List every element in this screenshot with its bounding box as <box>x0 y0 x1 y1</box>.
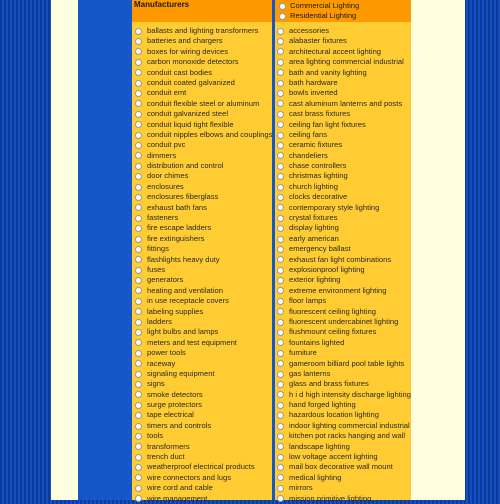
radio-button[interactable] <box>135 433 142 440</box>
lighting-category-item-label: bath and vanity lighting <box>289 67 367 77</box>
product-category-item[interactable] <box>135 47 272 57</box>
lighting-category-item[interactable] <box>277 307 411 317</box>
product-category-item[interactable] <box>135 442 272 452</box>
radio-button[interactable] <box>277 495 284 502</box>
product-category-item[interactable] <box>135 130 272 140</box>
radio-button[interactable] <box>135 350 142 357</box>
product-category-item[interactable] <box>135 348 272 358</box>
radio-button[interactable] <box>277 319 284 326</box>
radio-button[interactable] <box>135 329 142 336</box>
lighting-category-item[interactable] <box>277 88 411 98</box>
lighting-category-item[interactable] <box>277 359 411 369</box>
lighting-category-item[interactable] <box>277 431 411 441</box>
lighting-category-item-label: low voltage accent lighting <box>289 452 378 462</box>
product-category-item-label: door chimes <box>147 171 189 181</box>
lighting-type-header <box>275 0 411 22</box>
product-category-item[interactable] <box>135 213 272 223</box>
lighting-category-item-label: display lighting <box>289 223 339 233</box>
lighting-category-item[interactable] <box>277 47 411 57</box>
manufacturers-title: Manufacturers <box>134 0 190 9</box>
radio-button[interactable] <box>277 474 284 481</box>
product-category-item-label: batteries and chargers <box>147 36 223 46</box>
product-category-item[interactable] <box>135 379 272 389</box>
lighting-category-item-label: clocks decorative <box>289 192 348 202</box>
radio-button[interactable] <box>277 121 284 128</box>
product-category-item-label: ladders <box>147 316 172 326</box>
radio-button[interactable] <box>135 152 142 159</box>
radio-button[interactable] <box>277 287 284 294</box>
lighting-category-item-label: fountains lighted <box>289 337 345 347</box>
product-category-item-label: conduit galvanized steel <box>147 109 229 119</box>
radio-button[interactable] <box>277 80 284 87</box>
lighting-category-item-label: gameroom billiard pool table lights <box>289 358 405 368</box>
product-category-item[interactable] <box>135 88 272 98</box>
radio-button[interactable] <box>277 360 284 367</box>
radio-button[interactable] <box>277 204 284 211</box>
product-category-item[interactable] <box>135 296 272 306</box>
lighting-category-item[interactable] <box>277 130 411 140</box>
lighting-category-item[interactable] <box>277 286 411 296</box>
lighting-category-item-label: hazardous location lighting <box>289 410 379 420</box>
product-category-item[interactable] <box>135 192 272 202</box>
lighting-category-item-label: exterior lighting <box>289 275 341 285</box>
residential-lighting-option[interactable] <box>279 11 356 21</box>
radio-button[interactable] <box>277 215 284 222</box>
product-category-item-label: boxes for wiring devices <box>147 46 229 56</box>
radio-button[interactable] <box>135 319 142 326</box>
radio-button[interactable] <box>277 371 284 378</box>
product-category-item[interactable] <box>135 140 272 150</box>
lighting-category-item-label: mission primitive lighting <box>289 493 372 503</box>
lighting-category-item-label: area lighting commercial industrial <box>289 57 404 67</box>
product-category-item[interactable] <box>135 494 272 504</box>
product-category-item[interactable] <box>135 286 272 296</box>
product-category-item-label: enclosures <box>147 181 184 191</box>
product-category-item-label: fasteners <box>147 213 179 223</box>
lighting-category-item[interactable] <box>277 68 411 78</box>
radio-button[interactable] <box>277 329 284 336</box>
radio-button[interactable] <box>277 100 284 107</box>
product-category-item-label: conduit emt <box>147 88 187 98</box>
radio-button[interactable] <box>135 28 142 35</box>
commercial-lighting-radio[interactable] <box>279 3 286 10</box>
product-category-item[interactable] <box>135 483 272 493</box>
product-category-item[interactable] <box>135 120 272 130</box>
product-category-item[interactable] <box>135 78 272 88</box>
lighting-category-item-label: hand forged lighting <box>289 400 356 410</box>
left-margin-bar <box>51 0 79 500</box>
product-category-item[interactable] <box>135 26 272 36</box>
product-category-item[interactable] <box>135 421 272 431</box>
lighting-category-item[interactable] <box>277 36 411 46</box>
lighting-category-item-label: glass and brass fixtures <box>289 379 369 389</box>
lighting-category-item[interactable] <box>277 234 411 244</box>
radio-button[interactable] <box>277 90 284 97</box>
radio-button[interactable] <box>135 474 142 481</box>
radio-button[interactable] <box>135 132 142 139</box>
product-category-item-label: flashlights heavy duty <box>147 254 220 264</box>
lighting-category-item[interactable] <box>277 483 411 493</box>
lighting-category-item[interactable] <box>277 400 411 410</box>
product-category-item-label: heating and ventilation <box>147 285 223 295</box>
lighting-category-item[interactable] <box>277 223 411 233</box>
radio-button[interactable] <box>277 391 284 398</box>
lighting-category-item[interactable] <box>277 140 411 150</box>
product-category-item-label: fire escape ladders <box>147 223 212 233</box>
lighting-category-item[interactable] <box>277 348 411 358</box>
product-category-item[interactable] <box>135 255 272 265</box>
product-category-item[interactable] <box>135 462 272 472</box>
radio-button[interactable] <box>135 308 142 315</box>
radio-button[interactable] <box>277 267 284 274</box>
product-category-item[interactable] <box>135 359 272 369</box>
lighting-category-item[interactable] <box>277 213 411 223</box>
radio-button[interactable] <box>135 443 142 450</box>
product-category-item[interactable] <box>135 473 272 483</box>
radio-button[interactable] <box>135 204 142 211</box>
lighting-category-item-label: contemporary style lighting <box>289 202 380 212</box>
radio-button[interactable] <box>135 391 142 398</box>
product-category-item-label: enclosures fiberglass <box>147 192 219 202</box>
radio-button[interactable] <box>135 423 142 430</box>
right-category-list <box>277 26 411 504</box>
lighting-category-item-label: kitchen pot racks hanging and wall <box>289 431 406 441</box>
lighting-category-item-label: explosionproof lighting <box>289 264 365 274</box>
radio-button[interactable] <box>135 256 142 263</box>
product-category-item-label: light bulbs and lamps <box>147 327 219 337</box>
lighting-category-item[interactable] <box>277 203 411 213</box>
product-category-item[interactable] <box>135 307 272 317</box>
lighting-category-item-label: architectural accent lighting <box>289 46 382 56</box>
product-category-item-label: ballasts and lighting transformers <box>147 26 259 35</box>
product-category-item[interactable] <box>135 234 272 244</box>
radio-button[interactable] <box>277 402 284 409</box>
lighting-category-item-label: ceiling fan light fixtures <box>289 119 366 129</box>
radio-button[interactable] <box>135 225 142 232</box>
product-category-item[interactable] <box>135 182 272 192</box>
product-category-item[interactable] <box>135 327 272 337</box>
right-margin-bar <box>411 0 465 500</box>
radio-button[interactable] <box>277 142 284 149</box>
lighting-category-item-label: furniture <box>289 348 317 358</box>
radio-button[interactable] <box>277 298 284 305</box>
product-category-item-label: labeling supplies <box>147 306 204 316</box>
lighting-category-item-label: early american <box>289 233 339 243</box>
lighting-category-item-label: church lighting <box>289 181 338 191</box>
product-category-item-label: wire management <box>147 493 208 503</box>
lighting-category-item-label: extreme environment lighting <box>289 285 387 295</box>
lighting-category-item[interactable] <box>277 390 411 400</box>
lighting-category-item-label: crystal fixtures <box>289 213 338 223</box>
lighting-category-item[interactable] <box>277 171 411 181</box>
lighting-category-item-label: cast aluminum lanterns and posts <box>289 98 403 108</box>
manufacturers-header <box>132 0 272 22</box>
radio-button[interactable] <box>277 339 284 346</box>
radio-button[interactable] <box>277 464 284 471</box>
lighting-category-item[interactable] <box>277 296 411 306</box>
radio-button[interactable] <box>277 308 284 315</box>
radio-button[interactable] <box>135 339 142 346</box>
product-category-item-label: tools <box>147 431 164 441</box>
radio-button[interactable] <box>277 256 284 263</box>
left-category-list <box>135 26 272 504</box>
radio-button[interactable] <box>135 121 142 128</box>
lighting-category-item-label: christmas lighting <box>289 171 348 181</box>
radio-button[interactable] <box>277 246 284 253</box>
product-category-item-label: meters and test equipment <box>147 337 237 347</box>
residential-lighting-radio[interactable] <box>279 13 286 20</box>
product-category-item-label: carbon monoxide detectors <box>147 57 239 67</box>
lighting-category-item-label: h i d high intensity discharge lighting <box>289 389 411 399</box>
radio-button[interactable] <box>135 485 142 492</box>
radio-button[interactable] <box>135 454 142 461</box>
lighting-category-item[interactable] <box>277 462 411 472</box>
radio-button[interactable] <box>277 132 284 139</box>
radio-button[interactable] <box>135 48 142 55</box>
product-category-item-label: generators <box>147 275 184 285</box>
radio-button[interactable] <box>277 236 284 243</box>
radio-button[interactable] <box>135 371 142 378</box>
radio-button[interactable] <box>277 173 284 180</box>
radio-button[interactable] <box>277 59 284 66</box>
product-category-item[interactable] <box>135 99 272 109</box>
product-category-item-label: signs <box>147 379 165 389</box>
product-category-item-label: wire cord and cable <box>147 483 213 493</box>
lighting-category-item-label: bowls inverted <box>289 88 338 98</box>
lighting-category-item-label: emergency ballast <box>289 244 351 254</box>
lighting-category-item[interactable] <box>277 26 411 36</box>
lighting-category-item[interactable] <box>277 255 411 265</box>
lighting-category-item[interactable] <box>277 473 411 483</box>
radio-button[interactable] <box>135 246 142 253</box>
radio-button[interactable] <box>135 173 142 180</box>
product-category-item-label: trench duct <box>147 452 185 462</box>
product-category-item[interactable] <box>135 317 272 327</box>
radio-button[interactable] <box>135 267 142 274</box>
radio-button[interactable] <box>277 225 284 232</box>
radio-button[interactable] <box>277 48 284 55</box>
lighting-category-item-label: chandeliers <box>289 150 328 160</box>
product-category-item-label: dimmers <box>147 150 177 160</box>
product-category-item[interactable] <box>135 431 272 441</box>
product-category-item-label: conduit nipples elbows and couplings <box>147 129 272 139</box>
lighting-category-item[interactable] <box>277 265 411 275</box>
lighting-category-item-label: medical lighting <box>289 472 342 482</box>
product-category-item-label: surge protectors <box>147 400 202 410</box>
radio-button[interactable] <box>135 38 142 45</box>
product-category-item[interactable] <box>135 400 272 410</box>
lighting-category-item-label: alabaster fixtures <box>289 36 347 46</box>
product-category-item-label: wire connectors and lugs <box>147 472 231 482</box>
radio-button[interactable] <box>135 412 142 419</box>
product-category-item[interactable] <box>135 109 272 119</box>
product-category-item[interactable] <box>135 338 272 348</box>
radio-button[interactable] <box>277 184 284 191</box>
lighting-category-item[interactable] <box>277 442 411 452</box>
lighting-category-item-label: mirrors <box>289 483 313 493</box>
lighting-category-item-label: bath hardware <box>289 77 338 87</box>
product-category-item[interactable] <box>135 223 272 233</box>
lighting-category-item[interactable] <box>277 99 411 109</box>
product-category-item-label: conduit flexible steel or aluminum <box>147 98 260 108</box>
radio-button[interactable] <box>135 236 142 243</box>
radio-button[interactable] <box>277 163 284 170</box>
lighting-category-item-label: flushmount ceiling fixtures <box>289 327 377 337</box>
product-category-item[interactable] <box>135 410 272 420</box>
lighting-category-item-label: landscape lighting <box>289 441 350 451</box>
lighting-category-item[interactable] <box>277 182 411 192</box>
lighting-category-item-label: indoor lighting commercial industrial <box>289 420 410 430</box>
radio-button[interactable] <box>135 215 142 222</box>
commercial-lighting-option[interactable] <box>279 1 359 11</box>
lighting-category-item[interactable] <box>277 120 411 130</box>
product-category-item-label: fittings <box>147 244 169 254</box>
lighting-category-item-label: accessories <box>289 26 330 35</box>
lighting-category-item-label: fluorescent ceiling lighting <box>289 306 376 316</box>
product-category-item-label: conduit liquid tight flexible <box>147 119 234 129</box>
lighting-category-item-label: chase controllers <box>289 161 347 171</box>
lighting-category-item[interactable] <box>277 327 411 337</box>
radio-button[interactable] <box>277 423 284 430</box>
lighting-category-item[interactable] <box>277 410 411 420</box>
product-category-item-label: conduit cast bodies <box>147 67 213 77</box>
radio-button[interactable] <box>135 495 142 502</box>
product-category-item-label: distribution and control <box>147 161 224 171</box>
lighting-category-item[interactable] <box>277 57 411 67</box>
radio-button[interactable] <box>135 464 142 471</box>
product-category-item-label: in use receptacle covers <box>147 296 229 306</box>
radio-button[interactable] <box>277 381 284 388</box>
radio-button[interactable] <box>135 163 142 170</box>
radio-button[interactable] <box>135 111 142 118</box>
radio-button[interactable] <box>277 485 284 492</box>
lighting-category-item[interactable] <box>277 379 411 389</box>
lighting-category-item-label: mail box decorative wall mount <box>289 462 393 472</box>
commercial-lighting-label: Commercial Lighting <box>290 1 360 10</box>
lighting-category-item-label: ceramic fixtures <box>289 140 343 150</box>
product-category-item-label: power tools <box>147 348 186 358</box>
lighting-category-item[interactable] <box>277 452 411 462</box>
product-category-item[interactable] <box>135 369 272 379</box>
radio-button[interactable] <box>277 69 284 76</box>
product-category-item[interactable] <box>135 275 272 285</box>
radio-button[interactable] <box>135 381 142 388</box>
radio-button[interactable] <box>135 69 142 76</box>
radio-button[interactable] <box>277 277 284 284</box>
radio-button[interactable] <box>135 90 142 97</box>
lighting-category-item[interactable] <box>277 161 411 171</box>
radio-button[interactable] <box>277 38 284 45</box>
radio-button[interactable] <box>135 142 142 149</box>
radio-button[interactable] <box>277 433 284 440</box>
product-category-item[interactable] <box>135 57 272 67</box>
radio-button[interactable] <box>277 28 284 35</box>
product-category-item[interactable] <box>135 151 272 161</box>
lighting-category-item[interactable] <box>277 369 411 379</box>
lighting-category-item[interactable] <box>277 275 411 285</box>
radio-button[interactable] <box>135 80 142 87</box>
product-category-item-label: fuses <box>147 264 166 274</box>
product-category-item-label: signaling equipment <box>147 368 215 378</box>
product-category-item[interactable] <box>135 265 272 275</box>
product-category-item-label: timers and controls <box>147 420 212 430</box>
product-category-item-label: tape electrical <box>147 410 194 420</box>
lighting-category-item-label: ceiling fans <box>289 129 327 139</box>
lighting-category-item[interactable] <box>277 338 411 348</box>
product-category-item-label: raceway <box>147 358 176 368</box>
lighting-category-item-label: exhaust fan light combinations <box>289 254 392 264</box>
product-category-item[interactable] <box>135 36 272 46</box>
radio-button[interactable] <box>135 287 142 294</box>
radio-button[interactable] <box>135 194 142 201</box>
radio-button[interactable] <box>135 298 142 305</box>
lighting-category-item-label: floor lamps <box>289 296 327 306</box>
lighting-category-item[interactable] <box>277 494 411 504</box>
lighting-category-item[interactable] <box>277 109 411 119</box>
product-category-item[interactable] <box>135 452 272 462</box>
lighting-category-item-label: gas lanterns <box>289 368 331 378</box>
radio-button[interactable] <box>277 412 284 419</box>
radio-button[interactable] <box>277 443 284 450</box>
radio-button[interactable] <box>277 111 284 118</box>
product-category-item[interactable] <box>135 161 272 171</box>
lighting-category-item[interactable] <box>277 317 411 327</box>
product-category-item-label: fire extinguishers <box>147 233 205 243</box>
radio-button[interactable] <box>277 194 284 201</box>
product-category-item-label: conduit coated galvanized <box>147 77 235 87</box>
radio-button[interactable] <box>135 360 142 367</box>
lighting-category-item[interactable] <box>277 192 411 202</box>
product-category-item-label: weatherproof electrical products <box>147 462 255 472</box>
radio-button[interactable] <box>135 59 142 66</box>
lighting-category-item[interactable] <box>277 151 411 161</box>
product-category-item[interactable] <box>135 203 272 213</box>
lighting-category-item-label: fluorescent undercabinet lighting <box>289 316 399 326</box>
radio-button[interactable] <box>277 350 284 357</box>
lighting-category-item[interactable] <box>277 244 411 254</box>
lighting-category-item[interactable] <box>277 421 411 431</box>
radio-button[interactable] <box>135 402 142 409</box>
radio-button[interactable] <box>135 100 142 107</box>
radio-button[interactable] <box>277 454 284 461</box>
residential-lighting-label: Residential Lighting <box>290 11 357 20</box>
product-category-item[interactable] <box>135 171 272 181</box>
lighting-category-item-label: cast brass fixtures <box>289 109 351 119</box>
product-category-item[interactable] <box>135 68 272 78</box>
radio-button[interactable] <box>135 184 142 191</box>
product-category-item-label: conduit pvc <box>147 140 186 150</box>
lighting-category-item[interactable] <box>277 78 411 88</box>
product-category-item-label: transformers <box>147 441 190 451</box>
product-category-item[interactable] <box>135 390 272 400</box>
product-category-item-label: exhaust bath fans <box>147 202 207 212</box>
radio-button[interactable] <box>135 277 142 284</box>
product-category-item[interactable] <box>135 244 272 254</box>
product-category-item-label: smoke detectors <box>147 389 203 399</box>
radio-button[interactable] <box>277 152 284 159</box>
